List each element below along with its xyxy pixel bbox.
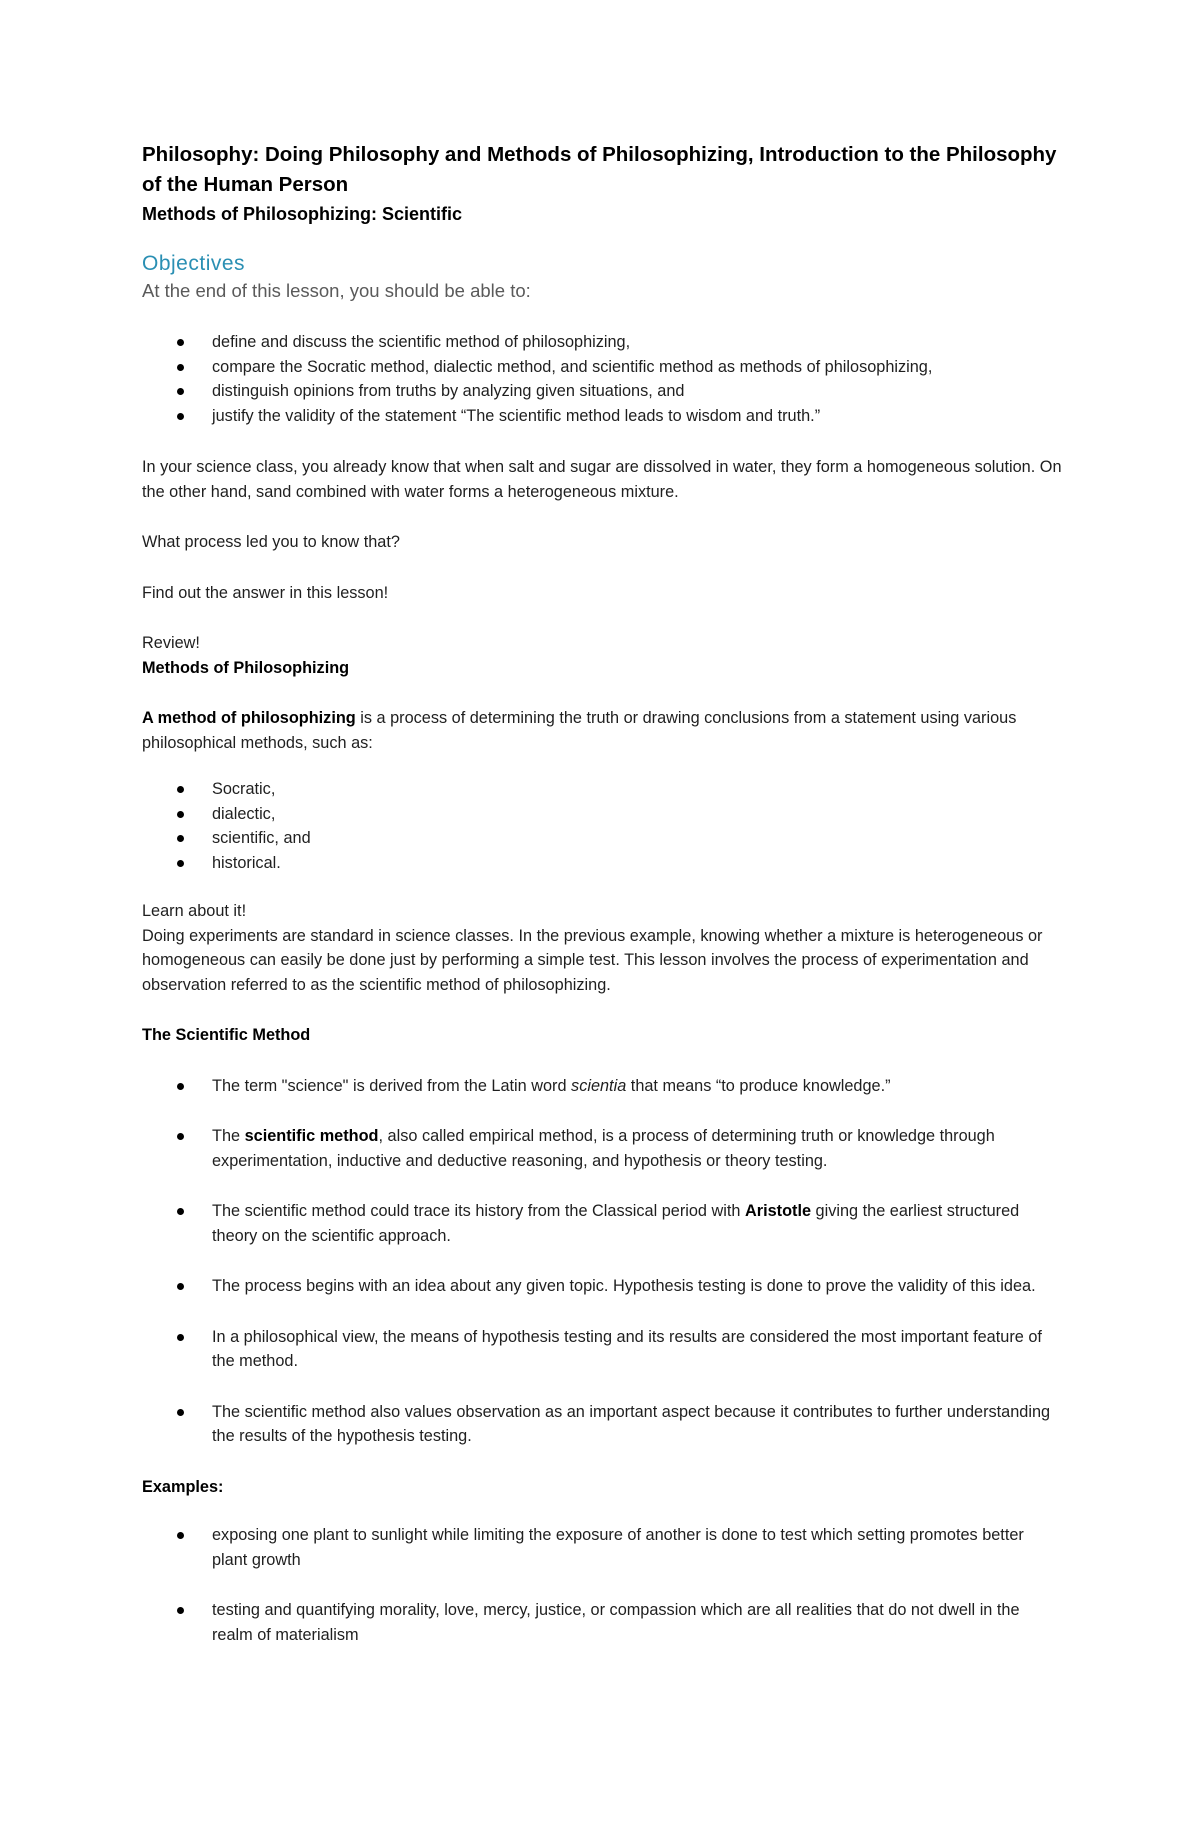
method-item: scientific, and <box>142 826 1062 851</box>
definition-term: A method of philosophizing <box>142 709 356 727</box>
objective-item: compare the Socratic method, dialectic method, and scientific method as methods of philosophizing, <box>142 355 1062 380</box>
scientific-item: The process begins with an idea about any given topic. Hypothesis testing is done to prove the validity of this idea. <box>142 1274 1062 1299</box>
scientific-item: The scientific method also values observation as an important aspect because it contributes to further understanding the results of the hypothesis testing. <box>142 1400 1062 1449</box>
scientific-item: The term "science" is derived from the Latin word scientia that means “to produce knowledge.” <box>142 1074 1062 1099</box>
objectives-heading: Objectives <box>142 252 246 275</box>
review-heading: Methods of Philosophizing <box>142 658 350 677</box>
lesson-title: Philosophy: Doing Philosophy and Methods of Philosophizing, Introduction to the Philosophy of the Human Person <box>142 143 1057 196</box>
review-label: Review! <box>142 634 200 652</box>
examples-list <box>142 1523 1062 1647</box>
scientific-method-list <box>142 1074 1062 1449</box>
learn-label: Learn about it! <box>142 902 247 920</box>
intro-question: What process led you to know that? <box>142 533 400 551</box>
objectives-intro: At the end of this lesson, you should be able to: <box>142 280 531 301</box>
scientific-item: The scientific method, also called empirical method, is a process of determining truth or knowledge through experimentation, inductive and deductive reasoning, and hypothesis or theory testing. <box>142 1124 1062 1173</box>
intro-paragraph: In your science class, you already know that when salt and sugar are dissolved in water, they form a homogeneous solution. On the other hand, sand combined with water forms a heterogeneous mixture. <box>142 458 1062 501</box>
methods-list <box>142 777 1062 875</box>
objectives-list <box>142 330 1062 428</box>
review-definition: A method of philosophizing is a process of determining the truth or drawing conclusions from a statement using various philosophical methods, such as: <box>142 709 1017 752</box>
examples-heading: Examples: <box>142 1477 224 1496</box>
document-content <box>142 140 1062 1673</box>
learn-paragraph: Doing experiments are standard in science classes. In the previous example, knowing whether a mixture is heterogeneous or homogeneous can easily be done just by performing a simple test. This lesson involves the process of experimentation and observation referred to as the scientific method of philosophizing. <box>142 926 1043 994</box>
objective-item: define and discuss the scientific method of philosophizing, <box>142 330 1062 355</box>
objective-item: distinguish opinions from truths by analyzing given situations, and <box>142 379 1062 404</box>
scientific-method-heading: The Scientific Method <box>142 1026 311 1044</box>
scientific-item: In a philosophical view, the means of hypothesis testing and its results are considered the most important feature of the method. <box>142 1325 1062 1374</box>
intro-cta: Find out the answer in this lesson! <box>142 583 389 602</box>
lesson-subtitle: Methods of Philosophizing: Scientific <box>142 204 462 224</box>
example-item: testing and quantifying morality, love, mercy, justice, or compassion which are all realities that do not dwell in the realm of materialism <box>142 1598 1062 1647</box>
method-item: historical. <box>142 851 1062 876</box>
objective-item: justify the validity of the statement “The scientific method leads to wisdom and truth.” <box>142 404 1062 429</box>
method-item: Socratic, <box>142 777 1062 802</box>
example-item: exposing one plant to sunlight while limiting the exposure of another is done to test which setting promotes better plant growth <box>142 1523 1062 1572</box>
scientific-item: The scientific method could trace its history from the Classical period with Aristotle giving the earliest structured theory on the scientific approach. <box>142 1199 1062 1248</box>
method-item: dialectic, <box>142 802 1062 827</box>
